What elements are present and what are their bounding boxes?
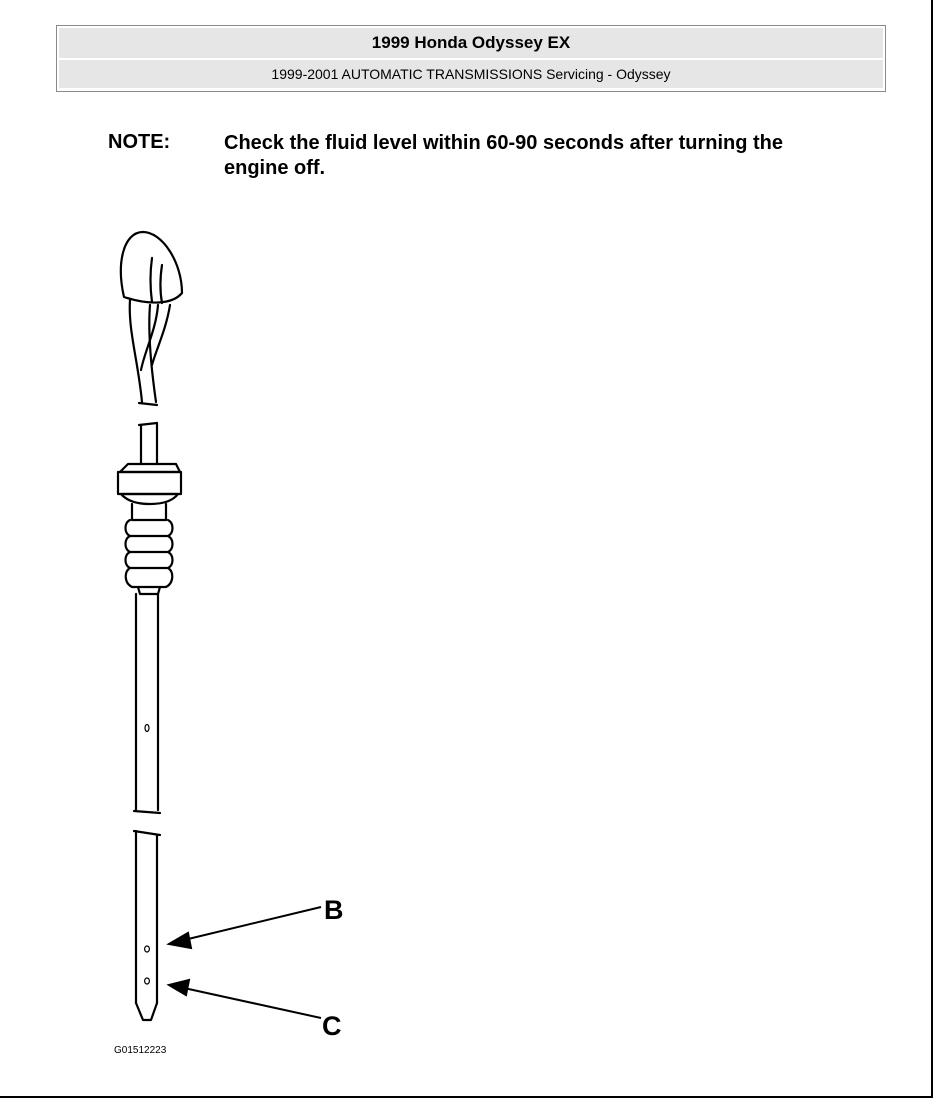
note-label: NOTE:	[108, 131, 171, 153]
dipstick-seal-neck	[132, 504, 166, 520]
dipstick-hole-upper	[145, 725, 149, 732]
callout-b-arrowhead	[169, 933, 191, 948]
document-title: 1999 Honda Odyssey EX	[59, 28, 883, 58]
note-text: Check the fluid level within 60-90 seconds after turning the engine off.	[224, 132, 784, 179]
dipstick-cap-top	[120, 464, 180, 472]
document-subtitle: 1999-2001 AUTOMATIC TRANSMISSIONS Servicing - Odyssey	[59, 60, 883, 88]
dipstick-cap-body	[118, 472, 181, 494]
dipstick-loop-wire-left	[130, 300, 142, 402]
dipstick-seal-ring-4	[126, 568, 173, 587]
dipstick-seal-ring-1	[126, 520, 173, 536]
dipstick-seal-ring-2	[126, 536, 173, 552]
figure-id: G01512223	[114, 1045, 167, 1056]
callout-b-leader	[184, 907, 321, 940]
dipstick-hole-b	[145, 946, 150, 952]
dipstick-handle-fold	[151, 258, 153, 302]
dipstick-seal-ring-3	[126, 552, 173, 568]
callout-c-leader	[184, 988, 321, 1018]
dipstick-cap-base	[121, 494, 178, 504]
callout-c-arrowhead	[169, 980, 189, 995]
callout-c-label: C	[322, 1011, 342, 1041]
dipstick-loop-wire-right	[152, 305, 170, 365]
dipstick-tip	[136, 1003, 157, 1020]
dipstick-break-top	[139, 403, 157, 405]
dipstick-hole-c	[145, 978, 150, 984]
callout-b-label: B	[324, 895, 344, 925]
dipstick-handle-fold-2	[161, 265, 163, 303]
dipstick-shaft-break-top	[134, 811, 160, 813]
